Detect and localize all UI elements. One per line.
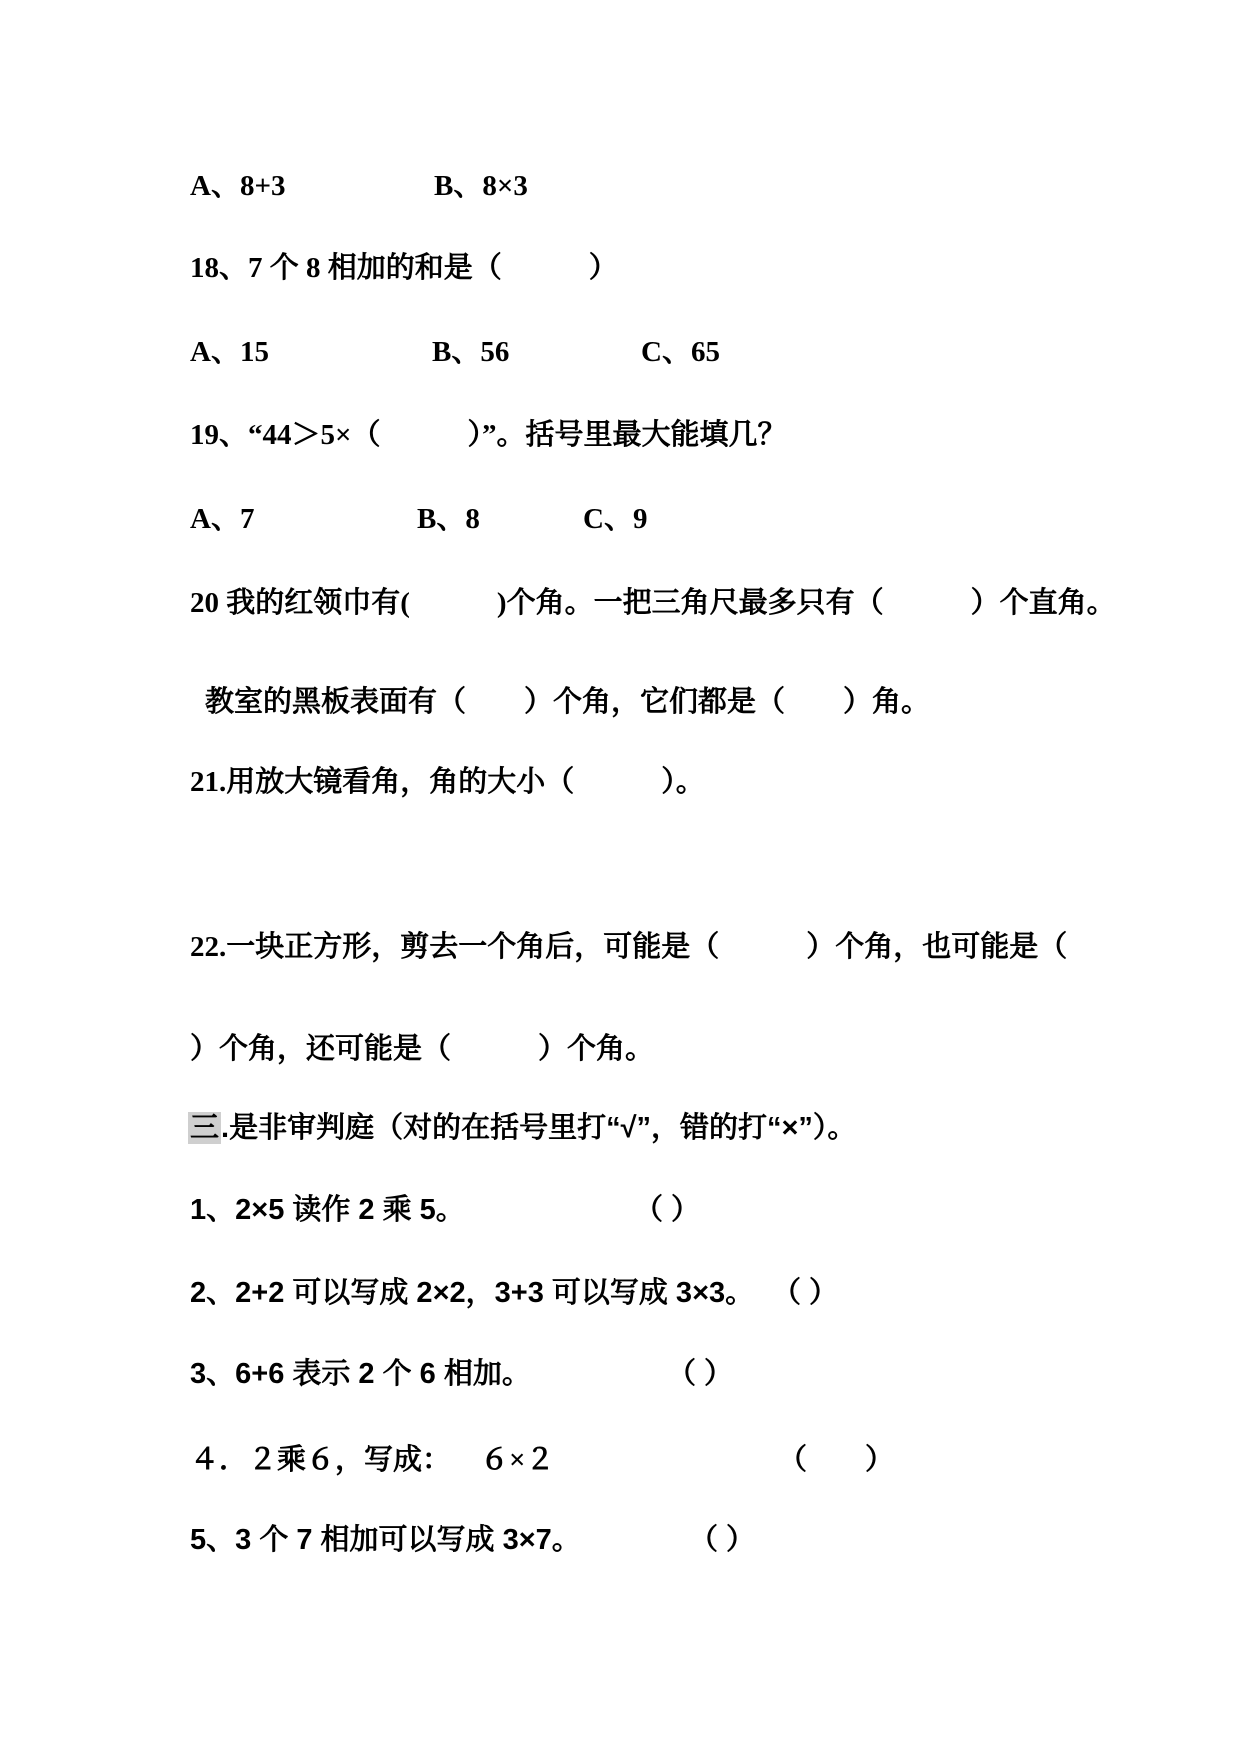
options-row: [0, 168, 1241, 204]
question-20-continued: [0, 684, 1241, 720]
option-c: C、9: [583, 503, 648, 535]
item-statement: 3、6+6 表示 2 个 6 相加。: [190, 1358, 531, 1390]
section-heading: [0, 1110, 1241, 1146]
option-b: B、56: [432, 336, 510, 368]
judgment-item: [0, 1522, 1241, 1558]
option-b: B、8×3: [434, 170, 528, 202]
question-text: 19、“44＞5×（ ）”。括号里最大能填几？: [190, 419, 787, 451]
answer-blank: （ ）: [634, 1194, 701, 1226]
answer-blank: （ ）: [667, 1358, 734, 1390]
section-title: [188, 1110, 856, 1146]
item-statement: ４．２乘６，写成：: [190, 1444, 452, 1476]
question-22-continued: [0, 1031, 1241, 1067]
judgment-item: [0, 1275, 1241, 1311]
judgment-item: [0, 1442, 1241, 1478]
section-number: 三: [190, 1112, 220, 1144]
question-22: [0, 929, 1241, 965]
option-c: C、65: [641, 336, 720, 368]
answer-blank: （ ）: [778, 1444, 895, 1476]
question-text: ）个角，还可能是（ ）个角。: [190, 1033, 655, 1065]
option-b: B、8: [417, 503, 480, 535]
question-text: 22.一块正方形，剪去一个角后，可能是（ ）个角，也可能是（: [190, 931, 1068, 963]
section-title-text: .是非审判庭（对的在括号里打“√”，错的打“×”）。: [221, 1112, 857, 1144]
question-text: 18、7 个 8 相加的和是（ ）: [190, 252, 618, 284]
question-20: [0, 585, 1241, 621]
options-row: [0, 334, 1241, 370]
item-statement: 5、3 个 7 相加可以写成 3×7。: [190, 1524, 581, 1556]
question-text: 教室的黑板表面有（ ）个角，它们都是（ ）角。: [205, 686, 931, 718]
item-expression: ６×２: [480, 1444, 555, 1476]
item-statement: 1、2×5 读作 2 乘 5。: [190, 1194, 465, 1226]
question-text: 21.用放大镜看角，角的大小（ ）。: [190, 766, 705, 798]
answer-blank: （ ）: [689, 1524, 756, 1556]
question-21: [0, 764, 1241, 800]
question-18: [0, 250, 1241, 286]
question-text: 20 我的红领巾有( )个角。一把三角尺最多只有（ ）个直角。: [190, 587, 1116, 619]
judgment-item: [0, 1192, 1241, 1228]
question-19: [0, 417, 1241, 453]
judgment-item: [0, 1356, 1241, 1392]
item-statement: 2、2+2 可以写成 2×2，3+3 可以写成 3×3。: [190, 1277, 755, 1309]
answer-blank: （ ）: [772, 1277, 839, 1309]
option-a: A、8+3: [190, 170, 286, 202]
option-a: A、7: [190, 503, 255, 535]
option-a: A、15: [190, 336, 269, 368]
options-row: [0, 501, 1241, 537]
